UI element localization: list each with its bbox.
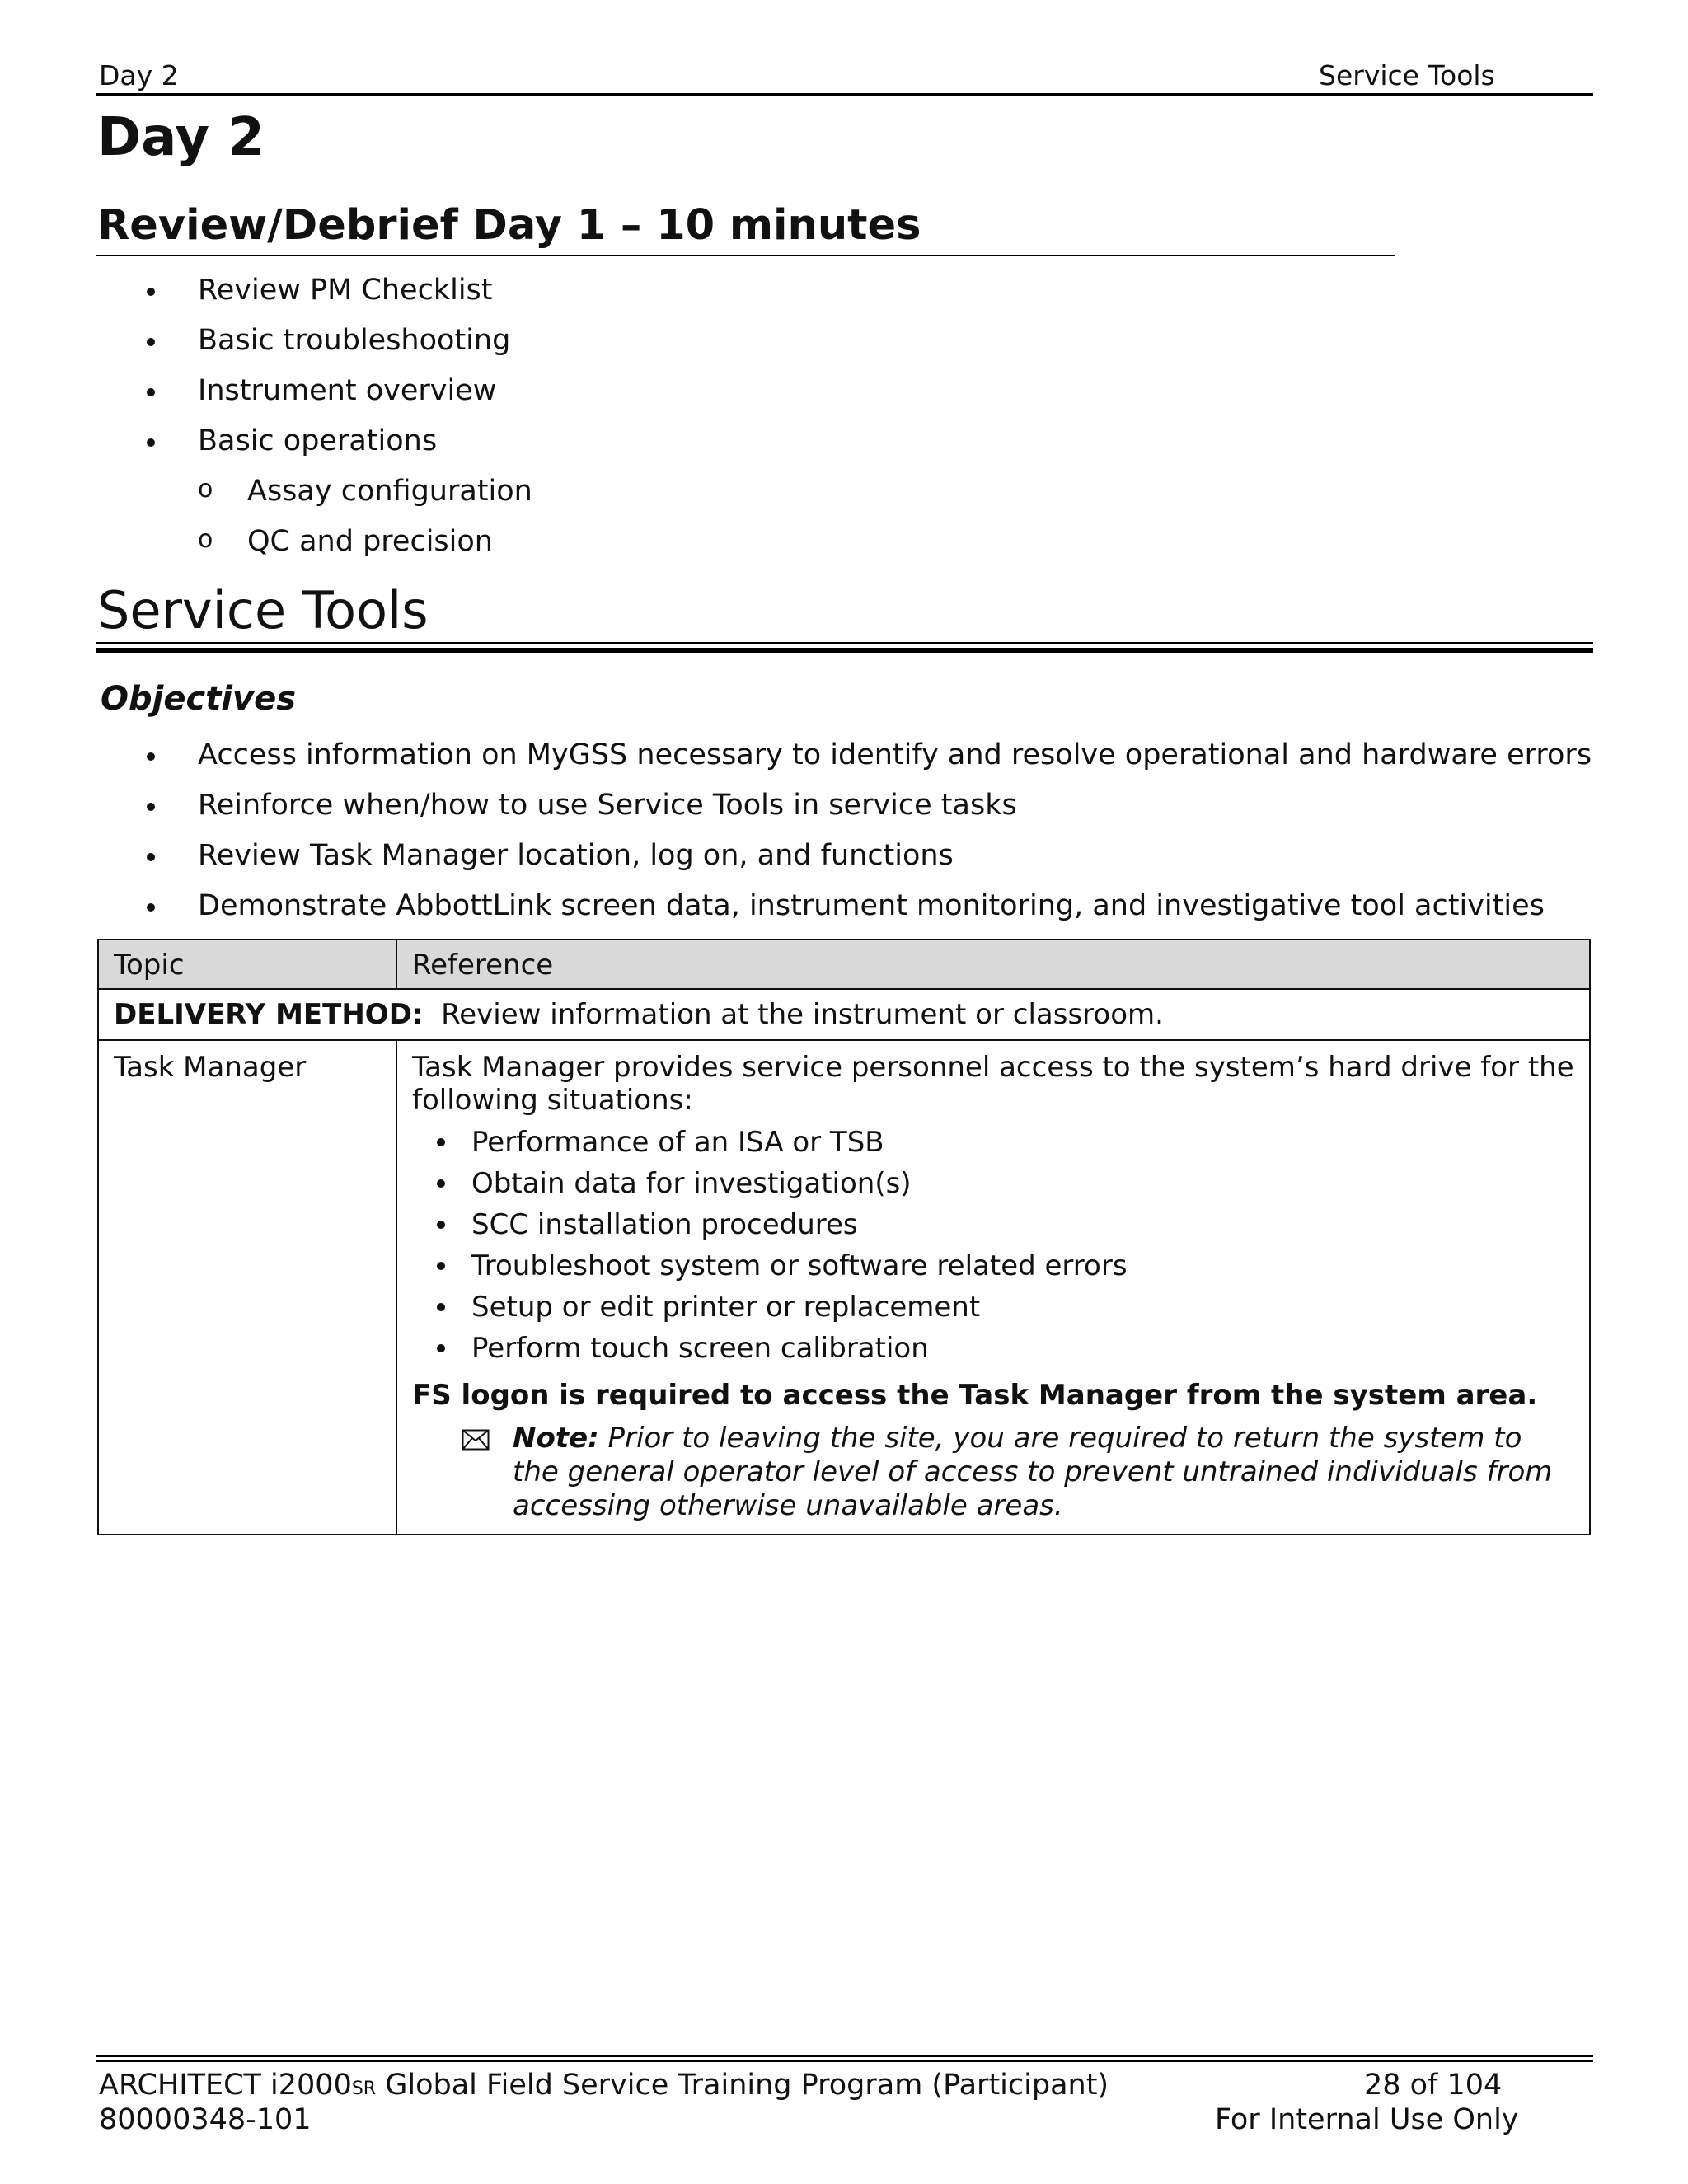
topic-cell [98, 1040, 396, 1535]
footer-program-title: ARCHITECT i2000SR Global Field Service Training Program (Participant) [99, 2069, 1109, 2102]
bullet-icon [437, 1138, 445, 1146]
page-title: Day 2 [97, 107, 265, 168]
running-header-left: Day 2 [99, 59, 179, 91]
reference-cell [396, 1040, 1590, 1535]
list-item: Setup or edit printer or replacement [412, 1286, 1574, 1328]
list-item: Perform touch screen calibration [412, 1328, 1574, 1369]
bullet-icon [147, 438, 155, 447]
list-item: SCC installation procedures [412, 1204, 1574, 1245]
bullet-icon [437, 1179, 445, 1188]
footer-classification: For Internal Use Only [1215, 2103, 1519, 2136]
review-section-divider [96, 255, 1395, 256]
bullet-icon [147, 803, 155, 811]
bullet-icon [147, 388, 155, 396]
objectives-heading: Objectives [101, 680, 297, 718]
running-header-right: Service Tools [1319, 59, 1495, 91]
bullet-icon [437, 1344, 445, 1352]
table-header-row [98, 940, 1590, 989]
bullet-icon [437, 1303, 445, 1311]
logon-requirement: FS logon is required to access the Task Manager from the system area. [412, 1379, 1538, 1412]
sub-bullet-marker: o [198, 475, 213, 504]
column-header-topic: Topic [98, 940, 396, 989]
section-divider [96, 642, 1593, 644]
table-row [98, 1040, 1590, 1535]
situations-list [412, 1122, 1574, 1369]
bullet-icon [147, 338, 155, 346]
bullet-icon [437, 1262, 445, 1270]
bullet-icon [147, 903, 155, 912]
delivery-label: DELIVERY METHOD: [114, 998, 424, 1031]
note-text: Prior to leaving the site, you are required to return the system to the general operator level of access to prevent untrained individuals from accessing otherwise unavailable areas. [513, 1422, 1553, 1522]
envelope-icon [462, 1425, 490, 1459]
reference-intro: Task Manager provides service personnel access to the system’s hard drive for the following situations: [412, 1051, 1574, 1117]
reference-table [97, 939, 1591, 1535]
section-divider-thick [96, 648, 1593, 653]
list-item: Performance of an ISA or TSB [412, 1122, 1574, 1163]
footer-doc-number: 80000348-101 [99, 2103, 312, 2136]
bullet-icon [437, 1221, 445, 1229]
note-label: Note: [513, 1422, 599, 1455]
footer-divider [96, 2055, 1593, 2057]
column-header-reference: Reference [396, 940, 1590, 989]
bullet-icon [147, 752, 155, 761]
review-section-title: Review/Debrief Day 1 – 10 minutes [97, 201, 921, 250]
note-block [412, 1422, 1574, 1523]
delivery-cell [98, 989, 1590, 1040]
bullet-icon [147, 288, 155, 296]
section-title: Service Tools [97, 580, 429, 640]
header-divider [96, 93, 1593, 96]
footer-page-number: 28 of 104 [1364, 2069, 1503, 2102]
bullet-icon [147, 853, 155, 861]
list-item: Obtain data for investigation(s) [412, 1163, 1574, 1204]
delivery-row [98, 989, 1590, 1040]
envelope-icon-graphic [462, 1429, 490, 1451]
delivery-text: Review information at the instrument or classroom. [441, 998, 1164, 1031]
topic-label: Task Manager [114, 1051, 307, 1084]
list-item: Troubleshoot system or software related errors [412, 1245, 1574, 1286]
footer-divider-second [96, 2060, 1593, 2062]
sub-bullet-marker: o [198, 525, 213, 554]
